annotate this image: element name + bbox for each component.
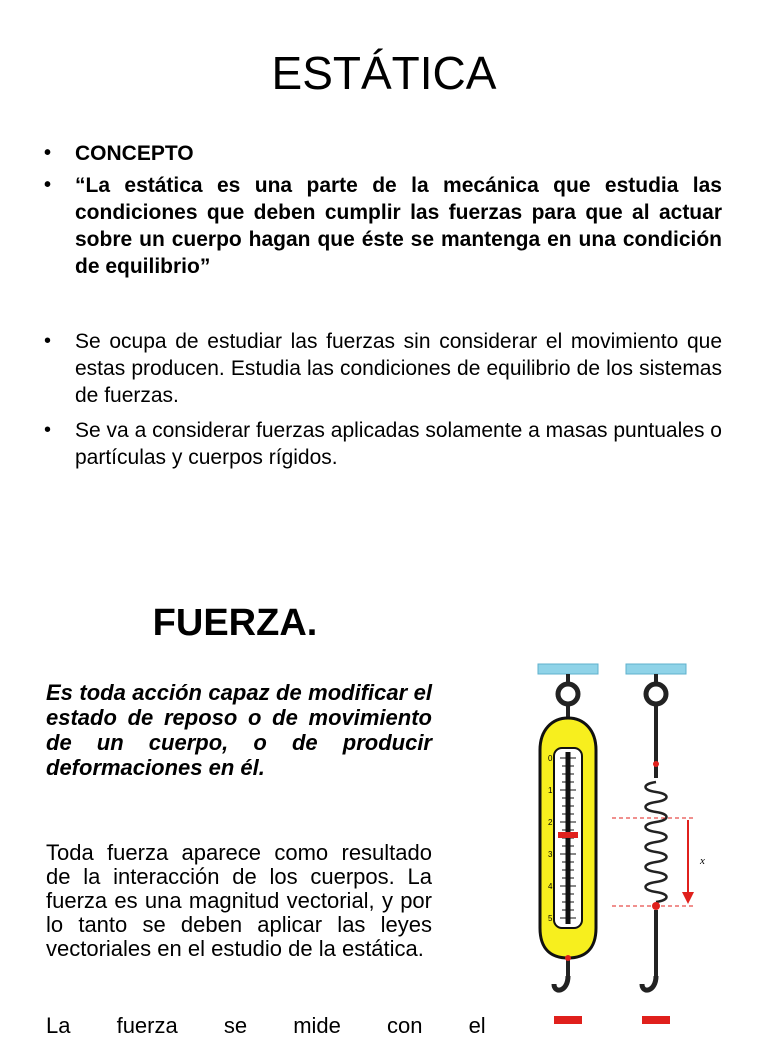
scale-number-4: 4 [548,882,553,891]
scale-number-0: 0 [548,754,553,763]
dynamometer-icon [540,674,596,1024]
force-definition: Es toda acción capaz de modificar el estado de reposo o de movimiento de un cuerpo, o de producir deformaciones en él. [46,680,432,780]
scale-number-5: 5 [548,914,553,923]
dynamometer-illustration [524,658,724,1024]
support-bar-right [626,664,686,674]
scale-number-2: 2 [548,818,553,827]
scale-number-3: 3 [548,850,553,859]
section-title: FUERZA. [152,602,318,644]
spring-icon [642,674,670,1024]
bullet-applied-forces: • Se va a considerar fuerzas aplicadas solamente a masas puntuales o partículas y cuerpos rígidos. [44,417,722,471]
bullet-scope: • Se ocupa de estudiar las fuerzas sin considerar el movimiento que estas producen. Estudia las condiciones de equilibrio de los sistemas de fuerzas. [44,328,722,409]
support-bar-left [538,664,598,674]
page-title: ESTÁTICA [271,47,497,99]
bullet-definition: • “La estática es una parte de la mecánica que estudia las condiciones que deben cumplir las fuerzas para que al actuar sobre un cuerpo hagan que éste se mantenga en una condición de equilibrio” [44,172,722,280]
bullet-concept: • CONCEPTO [44,140,722,167]
force-paragraph-continued: La fuerza se mide con el [46,1013,486,1038]
bullet-list [44,140,722,471]
displacement-label: x [700,855,705,867]
force-paragraph: Toda fuerza aparece como resultado de la interacción de los cuerpos. La fuerza es una magnitud vectorial, y por lo tanto se deben aplicar las leyes vectoriales en el estudio de la estática. [46,840,432,961]
scale-number-1: 1 [548,786,553,795]
